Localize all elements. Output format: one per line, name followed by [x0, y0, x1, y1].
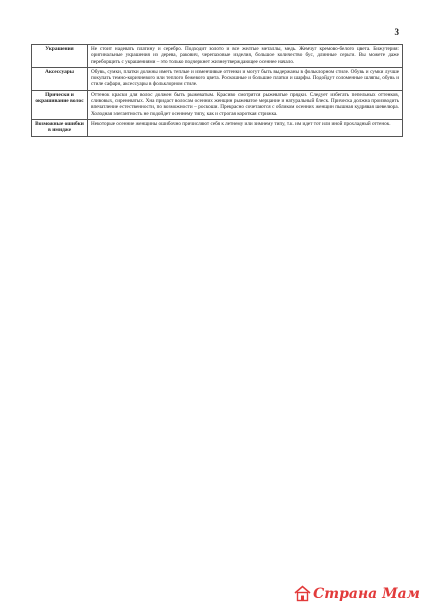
row-label: Аксессуары [32, 67, 88, 90]
style-table [31, 44, 403, 137]
row-text: Некоторые осенние женщины ошибочно причисляют себя к летнему или зимнему типу, т.к. им идет тот или иной прохладный оттенок. [88, 119, 403, 136]
row-text: Не стоит надевать платину и серебро. Подходит золото и все желтые металлы, медь. Жемчуг кремово-белого цвета. Бижутерия: оригинальные украшения из дерева, ракович, черепаховые изделия, большое количество бус, длинные серьги. Вы можете даже переборщить с украшениями – это только подчеркнет жизнеутверждающее осеннее начало. [88, 45, 403, 68]
row-label: Возможные ошибки в имидже [32, 119, 88, 136]
row-text: Обувь, сумки, платки должны иметь теплые и изменчивые оттенки и могут быть выдержаны в фольклорном стиле. Обувь и сумки лучше покупать темно-коричневого или теплого бежевого цвета. Роскошные и большие платки и шарфы. Подойдут соломенные шляпы, обувь и стиле сафари, аксессуары в фольклорном стиле. [88, 67, 403, 90]
house-logo-icon [294, 585, 311, 602]
row-text: Оттенок краски для волос должен быть рыжеватым. Красиво смотрятся рыжеватые прядки. Следует избегать пепельных оттенков, сливовых, сиреневатых. Хна придаст волосам осенних женщин рыжеватое мерцание и натуральный блеск. Прическа должна производить впечатление естественности, по возможности – роскоши. Прекрасно сочетаются с обликом осенних женщин пышная кудрявая шевелюра. Холодная элегантность не подойдет осеннему типу, как и строгая короткая стрижка. [88, 90, 403, 119]
table-row [32, 45, 403, 68]
table-row [32, 90, 403, 119]
site-watermark [294, 585, 420, 602]
table-row [32, 119, 403, 136]
row-label: Украшения [32, 45, 88, 68]
row-label: Прически и окрашивание волос [32, 90, 88, 119]
table-row [32, 67, 403, 90]
watermark-text: Страна Мам [313, 586, 420, 602]
page-number: 3 [394, 27, 399, 37]
